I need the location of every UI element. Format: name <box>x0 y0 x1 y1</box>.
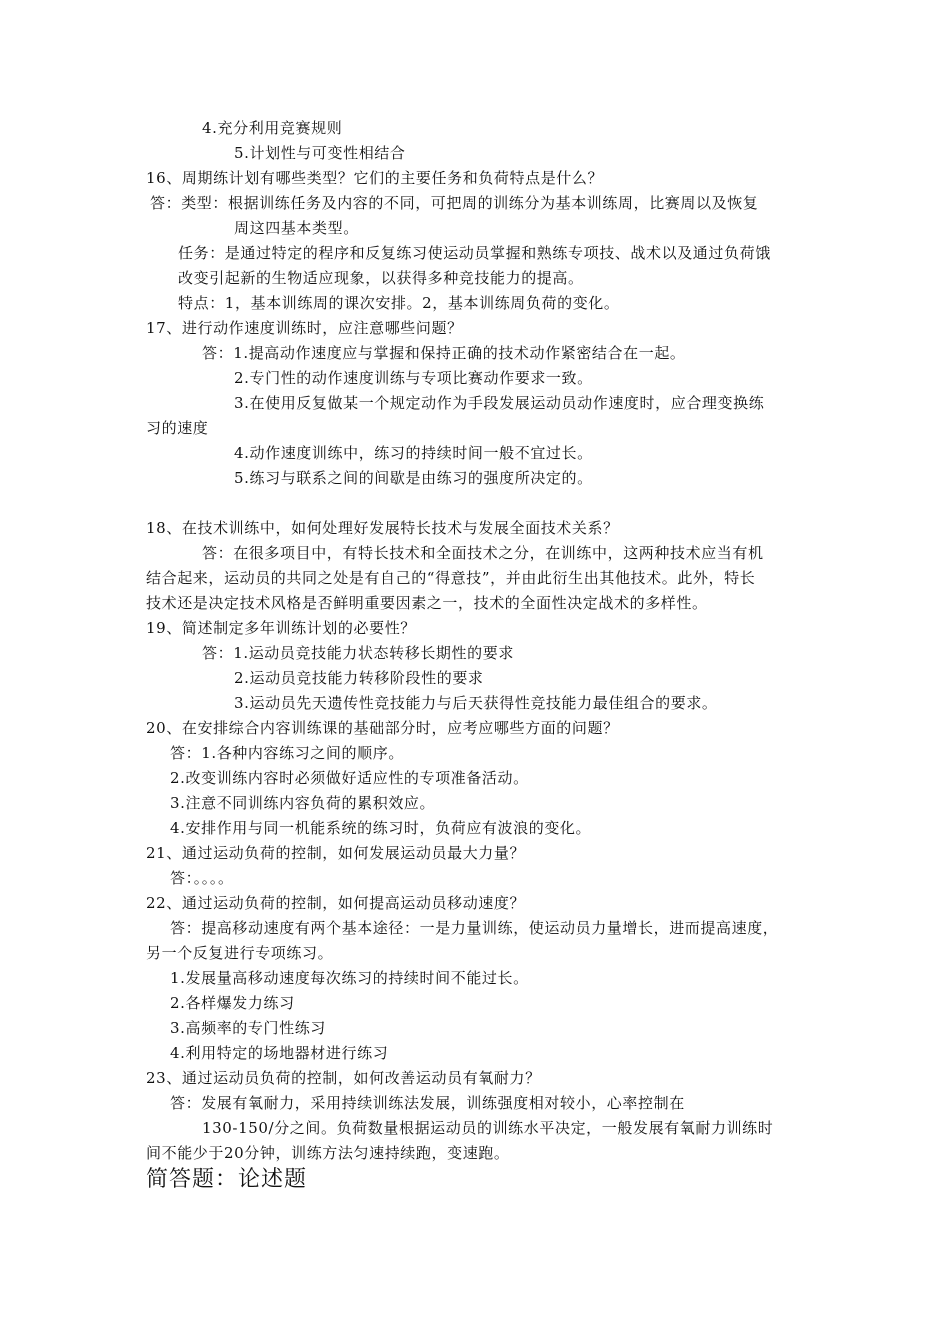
text-line: 答：提高移动速度有两个基本途径：一是力量训练，使运动员力量增长，进而提高速度， <box>170 919 779 937</box>
text-line: 间不能少于20分钟，训练方法匀速持续跑，变速跑。 <box>146 1144 510 1162</box>
text-line: 4.安排作用与同一机能系统的练习时，负荷应有波浪的变化。 <box>170 819 592 837</box>
text-line: 3.在使用反复做某一个规定动作为手段发展运动员动作速度时，应合理变换练 <box>234 394 765 412</box>
text-line: 结合起来，运动员的共同之处是有自己的“得意技”，并由此衍生出其他技术。此外，特长 <box>146 569 756 587</box>
text-line: 技术还是决定技术风格是否鲜明重要因素之一，技术的全面性决定战术的多样性。 <box>146 594 708 612</box>
text-line: 3.高频率的专门性练习 <box>170 1019 326 1037</box>
text-line: 答：1.提高动作速度应与掌握和保持正确的技术动作紧密结合在一起。 <box>202 344 686 362</box>
text-line: 周这四基本类型。 <box>234 219 359 237</box>
text-line: 答：发展有氧耐力，采用持续训练法发展，训练强度相对较小，心率控制在 <box>170 1094 685 1112</box>
question-21: 21、通过运动负荷的控制，如何发展运动员最大力量？ <box>146 844 526 862</box>
text-line: 3.运动员先天遗传性竞技能力与后天获得性竞技能力最佳组合的要求。 <box>234 694 718 712</box>
section-heading: 简答题：论述题 <box>146 1167 308 1192</box>
text-line: 5.计划性与可变性相结合 <box>234 144 406 162</box>
text-line: 改变引起新的生物适应现象，以获得多种竞技能力的提高。 <box>178 269 584 287</box>
text-line: 另一个反复进行专项练习。 <box>146 944 334 962</box>
text-line: 4.充分利用竞赛规则 <box>202 119 343 137</box>
text-line: 2.各样爆发力练习 <box>170 994 295 1012</box>
text-line: 答：。。。。 <box>170 869 234 887</box>
question-20: 20、在安排综合内容训练课的基础部分时，应考应哪些方面的问题？ <box>146 719 619 737</box>
text-line: 4.利用特定的场地器材进行练习 <box>170 1044 389 1062</box>
text-line: 答：1.运动员竞技能力状态转移长期性的要求 <box>202 644 514 662</box>
text-line: 特点：1，基本训练周的课次安排。2，基本训练周负荷的变化。 <box>178 294 620 312</box>
text-line: 答：在很多项目中，有特长技术和全面技术之分，在训练中，这两种技术应当有机 <box>202 544 764 562</box>
question-18: 18、在技术训练中，如何处理好发展特长技术与发展全面技术关系？ <box>146 519 619 537</box>
text-line: 3.注意不同训练内容负荷的累积效应。 <box>170 794 436 812</box>
text-line: 2.改变训练内容时必须做好适应性的专项准备活动。 <box>170 769 529 787</box>
text-line: 130-150/分之间。负荷数量根据运动员的训练水平决定，一般发展有氧耐力训练时 <box>202 1119 774 1137</box>
text-line: 2.专门性的动作速度训练与专项比赛动作要求一致。 <box>234 369 593 387</box>
question-19: 19、简述制定多年训练计划的必要性？ <box>146 619 416 637</box>
text-line: 任务：是通过特定的程序和反复练习使运动员掌握和熟练专项技、战术以及通过负荷饿 <box>178 244 771 262</box>
text-line: 4.动作速度训练中，练习的持续时间一般不宜过长。 <box>234 444 593 462</box>
text-line: 答：类型：根据训练任务及内容的不同，可把周的训练分为基本训练周，比赛周以及恢复 <box>150 194 759 212</box>
text-line: 2.运动员竞技能力转移阶段性的要求 <box>234 669 484 687</box>
text-line: 1.发展量高移动速度每次练习的持续时间不能过长。 <box>170 969 529 987</box>
text-line: 5.练习与联系之间的间歇是由练习的强度所决定的。 <box>234 469 593 487</box>
question-22: 22、通过运动负荷的控制，如何提高运动员移动速度？ <box>146 894 526 912</box>
question-17: 17、进行动作速度训练时，应注意哪些问题？ <box>146 319 463 337</box>
question-23: 23、通过运动员负荷的控制，如何改善运动员有氧耐力？ <box>146 1069 541 1087</box>
text-line: 答：1.各种内容练习之间的顺序。 <box>170 744 404 762</box>
text-line: 习的速度 <box>146 419 209 437</box>
question-16: 16、周期练计划有哪些类型？它们的主要任务和负荷特点是什么？ <box>146 169 604 187</box>
